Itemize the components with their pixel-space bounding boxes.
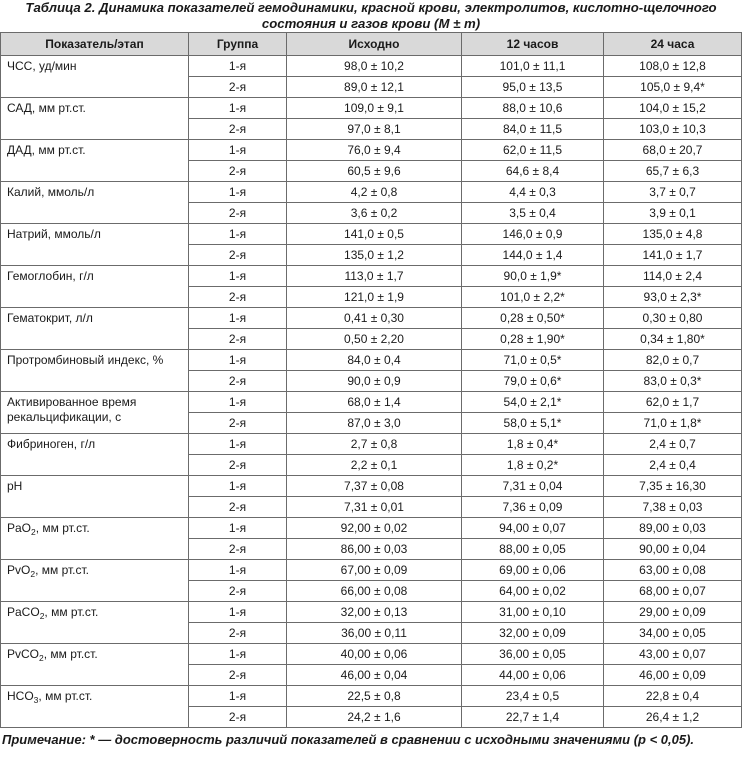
h24-cell: 62,0 ± 1,7: [604, 392, 742, 413]
h24-cell: 43,00 ± 0,07: [604, 644, 742, 665]
h12-cell: 84,0 ± 11,5: [462, 119, 604, 140]
indicator-name-suffix: , мм рт.ст.: [44, 605, 99, 619]
h24-cell: 26,4 ± 1,2: [604, 707, 742, 728]
baseline-cell: 0,50 ± 2,20: [287, 329, 462, 350]
baseline-cell: 113,0 ± 1,7: [287, 266, 462, 287]
h24-cell: 3,9 ± 0,1: [604, 203, 742, 224]
h24-cell: 105,0 ± 9,4*: [604, 77, 742, 98]
h24-cell: 82,0 ± 0,7: [604, 350, 742, 371]
group-cell: 2-я: [189, 371, 287, 392]
h24-cell: 2,4 ± 0,4: [604, 455, 742, 476]
group-cell: 1-я: [189, 476, 287, 497]
baseline-cell: 40,00 ± 0,06: [287, 644, 462, 665]
group-cell: 1-я: [189, 602, 287, 623]
group-cell: 1-я: [189, 308, 287, 329]
baseline-cell: 3,6 ± 0,2: [287, 203, 462, 224]
caption-line-2: состояния и газов крови (M ± m): [261, 16, 481, 31]
indicator-name-prefix: PaO: [7, 521, 32, 535]
h24-cell: 34,00 ± 0,05: [604, 623, 742, 644]
indicator-name: [1, 518, 189, 560]
baseline-cell: 97,0 ± 8,1: [287, 119, 462, 140]
group-cell: 2-я: [189, 413, 287, 434]
indicator-name: Калий, ммоль/л: [1, 182, 189, 224]
group-cell: 2-я: [189, 245, 287, 266]
baseline-cell: 90,0 ± 0,9: [287, 371, 462, 392]
baseline-cell: 92,00 ± 0,02: [287, 518, 462, 539]
h24-cell: 104,0 ± 15,2: [604, 98, 742, 119]
header-24h: 24 часа: [604, 33, 742, 56]
h24-cell: 90,00 ± 0,04: [604, 539, 742, 560]
baseline-cell: 89,0 ± 12,1: [287, 77, 462, 98]
h12-cell: 101,0 ± 2,2*: [462, 287, 604, 308]
table-row: [1, 56, 742, 77]
h24-cell: 3,7 ± 0,7: [604, 182, 742, 203]
indicator-name-subscript: 2: [39, 611, 45, 621]
h24-cell: 46,00 ± 0,09: [604, 665, 742, 686]
group-cell: 2-я: [189, 665, 287, 686]
h24-cell: 0,34 ± 1,80*: [604, 329, 742, 350]
table-row: [1, 560, 742, 581]
h24-cell: 141,0 ± 1,7: [604, 245, 742, 266]
baseline-cell: 2,2 ± 0,1: [287, 455, 462, 476]
table-row: [1, 98, 742, 119]
h24-cell: 108,0 ± 12,8: [604, 56, 742, 77]
group-cell: 2-я: [189, 119, 287, 140]
group-cell: 2-я: [189, 707, 287, 728]
indicator-name-subscript: 2: [31, 527, 36, 537]
h12-cell: 4,4 ± 0,3: [462, 182, 604, 203]
indicator-name-prefix: PvCO: [7, 647, 40, 661]
h24-cell: 71,0 ± 1,8*: [604, 413, 742, 434]
baseline-cell: 67,00 ± 0,09: [287, 560, 462, 581]
h12-cell: 31,00 ± 0,10: [462, 602, 604, 623]
indicator-name: САД, мм рт.ст.: [1, 98, 189, 140]
group-cell: 1-я: [189, 182, 287, 203]
indicator-name: pH: [1, 476, 189, 518]
h12-cell: 7,31 ± 0,04: [462, 476, 604, 497]
group-cell: 2-я: [189, 287, 287, 308]
group-cell: 1-я: [189, 98, 287, 119]
group-cell: 1-я: [189, 140, 287, 161]
group-cell: 1-я: [189, 686, 287, 707]
group-cell: 2-я: [189, 581, 287, 602]
table-row: [1, 350, 742, 371]
h12-cell: 22,7 ± 1,4: [462, 707, 604, 728]
h12-cell: 1,8 ± 0,4*: [462, 434, 604, 455]
table-row: [1, 392, 742, 413]
h24-cell: 7,38 ± 0,03: [604, 497, 742, 518]
indicator-name: Гемоглобин, г/л: [1, 266, 189, 308]
group-cell: 2-я: [189, 539, 287, 560]
baseline-cell: 24,2 ± 1,6: [287, 707, 462, 728]
indicator-name-prefix: PaCO: [7, 605, 40, 619]
group-cell: 1-я: [189, 350, 287, 371]
h12-cell: 90,0 ± 1,9*: [462, 266, 604, 287]
indicator-name-suffix: , мм рт.ст.: [35, 563, 89, 577]
group-cell: 2-я: [189, 203, 287, 224]
h12-cell: 3,5 ± 0,4: [462, 203, 604, 224]
table-row: [1, 308, 742, 329]
group-cell: 1-я: [189, 392, 287, 413]
baseline-cell: 135,0 ± 1,2: [287, 245, 462, 266]
h12-cell: 69,00 ± 0,06: [462, 560, 604, 581]
h12-cell: 54,0 ± 2,1*: [462, 392, 604, 413]
group-cell: 2-я: [189, 455, 287, 476]
table-row: [1, 140, 742, 161]
indicator-name: [1, 602, 189, 644]
h12-cell: 36,00 ± 0,05: [462, 644, 604, 665]
indicator-name: Натрий, ммоль/л: [1, 224, 189, 266]
h24-cell: 63,00 ± 0,08: [604, 560, 742, 581]
baseline-cell: 86,00 ± 0,03: [287, 539, 462, 560]
indicator-name: Фибриноген, г/л: [1, 434, 189, 476]
h12-cell: 44,00 ± 0,06: [462, 665, 604, 686]
h24-cell: 65,7 ± 6,3: [604, 161, 742, 182]
h12-cell: 7,36 ± 0,09: [462, 497, 604, 518]
h12-cell: 32,00 ± 0,09: [462, 623, 604, 644]
baseline-cell: 98,0 ± 10,2: [287, 56, 462, 77]
h24-cell: 103,0 ± 10,3: [604, 119, 742, 140]
baseline-cell: 7,31 ± 0,01: [287, 497, 462, 518]
group-cell: 1-я: [189, 56, 287, 77]
indicator-name-suffix: , мм рт.ст.: [35, 521, 90, 535]
indicator-name: [1, 686, 189, 728]
h12-cell: 88,0 ± 10,6: [462, 98, 604, 119]
h12-cell: 62,0 ± 11,5: [462, 140, 604, 161]
table-body: [1, 56, 742, 728]
baseline-cell: 121,0 ± 1,9: [287, 287, 462, 308]
baseline-cell: 68,0 ± 1,4: [287, 392, 462, 413]
table-caption: [0, 0, 742, 32]
h24-cell: 7,35 ± 16,30: [604, 476, 742, 497]
h12-cell: 0,28 ± 0,50*: [462, 308, 604, 329]
group-cell: 1-я: [189, 518, 287, 539]
baseline-cell: 7,37 ± 0,08: [287, 476, 462, 497]
h12-cell: 101,0 ± 11,1: [462, 56, 604, 77]
h12-cell: 0,28 ± 1,90*: [462, 329, 604, 350]
h12-cell: 88,00 ± 0,05: [462, 539, 604, 560]
h24-cell: 89,00 ± 0,03: [604, 518, 742, 539]
indicator-name: ДАД, мм рт.ст.: [1, 140, 189, 182]
table-row: [1, 224, 742, 245]
group-cell: 2-я: [189, 329, 287, 350]
h12-cell: 79,0 ± 0,6*: [462, 371, 604, 392]
group-cell: 1-я: [189, 434, 287, 455]
indicator-name-subscript: 2: [39, 653, 44, 663]
baseline-cell: 66,00 ± 0,08: [287, 581, 462, 602]
baseline-cell: 60,5 ± 9,6: [287, 161, 462, 182]
baseline-cell: 109,0 ± 9,1: [287, 98, 462, 119]
h12-cell: 23,4 ± 0,5: [462, 686, 604, 707]
baseline-cell: 32,00 ± 0,13: [287, 602, 462, 623]
h24-cell: 2,4 ± 0,7: [604, 434, 742, 455]
table-row: [1, 602, 742, 623]
indicator-name: Гематокрит, л/л: [1, 308, 189, 350]
h12-cell: 94,00 ± 0,07: [462, 518, 604, 539]
indicator-name-subscript: 3: [33, 695, 39, 705]
baseline-cell: 22,5 ± 0,8: [287, 686, 462, 707]
h12-cell: 144,0 ± 1,4: [462, 245, 604, 266]
indicator-name-subscript: 2: [30, 569, 36, 579]
h12-cell: 95,0 ± 13,5: [462, 77, 604, 98]
baseline-cell: 141,0 ± 0,5: [287, 224, 462, 245]
group-cell: 1-я: [189, 644, 287, 665]
indicator-name: Протромбиновый индекс, %: [1, 350, 189, 392]
table-row: [1, 518, 742, 539]
indicator-name: [1, 560, 189, 602]
table-row: [1, 434, 742, 455]
h24-cell: 135,0 ± 4,8: [604, 224, 742, 245]
h12-cell: 146,0 ± 0,9: [462, 224, 604, 245]
footnote: Примечание: * — достоверность различий показателей в сравнении с исходными значениями (p < 0,05).: [2, 732, 695, 747]
indicator-name: [1, 644, 189, 686]
group-cell: 2-я: [189, 161, 287, 182]
table-row: [1, 686, 742, 707]
table-row: [1, 644, 742, 665]
h24-cell: 83,0 ± 0,3*: [604, 371, 742, 392]
header-group: Группа: [189, 33, 287, 56]
data-table: [0, 32, 742, 728]
group-cell: 1-я: [189, 224, 287, 245]
h24-cell: 114,0 ± 2,4: [604, 266, 742, 287]
baseline-cell: 87,0 ± 3,0: [287, 413, 462, 434]
baseline-cell: 0,41 ± 0,30: [287, 308, 462, 329]
h24-cell: 29,00 ± 0,09: [604, 602, 742, 623]
h12-cell: 64,6 ± 8,4: [462, 161, 604, 182]
baseline-cell: 84,0 ± 0,4: [287, 350, 462, 371]
h24-cell: 22,8 ± 0,4: [604, 686, 742, 707]
table-row: [1, 182, 742, 203]
baseline-cell: 46,00 ± 0,04: [287, 665, 462, 686]
h24-cell: 68,00 ± 0,07: [604, 581, 742, 602]
caption-line-1: Таблица 2. Динамика показателей гемодинамики, красной крови, электролитов, кислотно-щелочного: [25, 0, 717, 15]
h24-cell: 93,0 ± 2,3*: [604, 287, 742, 308]
header-indicator: Показатель/этап: [1, 33, 189, 56]
h12-cell: 64,00 ± 0,02: [462, 581, 604, 602]
baseline-cell: 4,2 ± 0,8: [287, 182, 462, 203]
baseline-cell: 36,00 ± 0,11: [287, 623, 462, 644]
indicator-name: Активированное время рекальцификации, с: [1, 392, 189, 434]
h24-cell: 68,0 ± 20,7: [604, 140, 742, 161]
h12-cell: 71,0 ± 0,5*: [462, 350, 604, 371]
indicator-name-prefix: PvO: [7, 563, 31, 577]
indicator-name: ЧСС, уд/мин: [1, 56, 189, 98]
indicator-name-suffix: , мм рт.ст.: [43, 647, 98, 661]
table-row: [1, 476, 742, 497]
table-row: [1, 266, 742, 287]
group-cell: 2-я: [189, 77, 287, 98]
baseline-cell: 2,7 ± 0,8: [287, 434, 462, 455]
header-baseline: Исходно: [287, 33, 462, 56]
group-cell: 2-я: [189, 497, 287, 518]
group-cell: 1-я: [189, 560, 287, 581]
group-cell: 2-я: [189, 623, 287, 644]
indicator-name-suffix: , мм рт.ст.: [38, 689, 93, 703]
header-row: [1, 33, 742, 56]
indicator-name-prefix: HCO: [7, 689, 34, 703]
h24-cell: 0,30 ± 0,80: [604, 308, 742, 329]
h12-cell: 1,8 ± 0,2*: [462, 455, 604, 476]
baseline-cell: 76,0 ± 9,4: [287, 140, 462, 161]
header-12h: 12 часов: [462, 33, 604, 56]
group-cell: 1-я: [189, 266, 287, 287]
h12-cell: 58,0 ± 5,1*: [462, 413, 604, 434]
